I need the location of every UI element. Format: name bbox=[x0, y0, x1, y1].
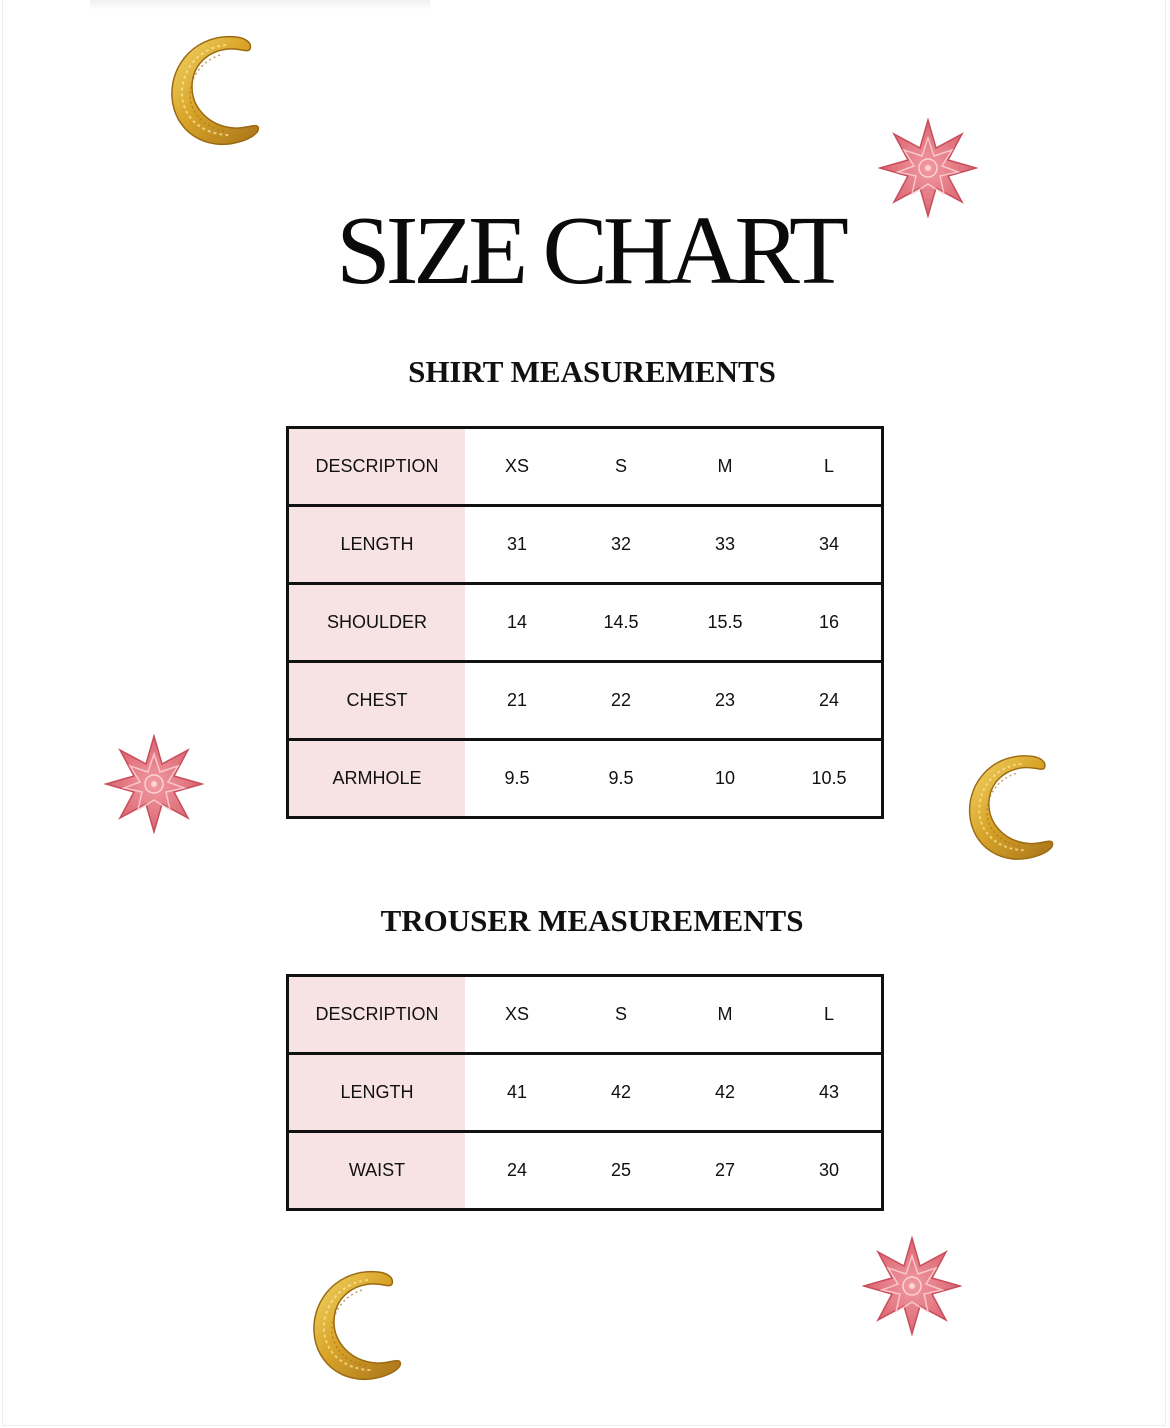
table-cell: 10 bbox=[714, 768, 736, 788]
table-cell: 41 bbox=[465, 1054, 569, 1132]
table-cell: 24 bbox=[506, 1160, 528, 1180]
table-row bbox=[288, 740, 883, 818]
table-cell: 33 bbox=[673, 506, 777, 584]
table-header-row bbox=[288, 976, 883, 1054]
header-cell-description: DESCRIPTION bbox=[288, 976, 466, 1054]
header-cell-l: L bbox=[777, 976, 883, 1054]
header-cell-s: S bbox=[569, 976, 673, 1054]
table-cell: 30 bbox=[818, 1160, 840, 1180]
table-cell: 42 bbox=[569, 1054, 673, 1132]
shirt-measurements-heading: SHIRT MEASUREMENTS bbox=[408, 354, 776, 389]
header-cell-xs: XS bbox=[465, 428, 569, 506]
crescent-moon-icon bbox=[962, 748, 1058, 868]
table-cell: 21 bbox=[465, 662, 569, 740]
row-label-armhole: ARMHOLE bbox=[288, 740, 466, 818]
row-label-chest: CHEST bbox=[288, 662, 466, 740]
table-cell: 25 bbox=[610, 1160, 632, 1180]
table-row bbox=[288, 584, 883, 662]
table-cell: 14 bbox=[465, 584, 569, 662]
table-cell: 31 bbox=[465, 506, 569, 584]
header-cell-s: S bbox=[569, 428, 673, 506]
eight-point-star-icon bbox=[862, 1236, 962, 1336]
header-cell-description: DESCRIPTION bbox=[288, 428, 466, 506]
row-label-length: LENGTH bbox=[288, 1054, 466, 1132]
crescent-moon-icon bbox=[164, 30, 264, 152]
table-cell: 43 bbox=[777, 1054, 883, 1132]
table-row bbox=[288, 1132, 883, 1210]
eight-point-star-icon bbox=[104, 734, 204, 834]
row-label-waist: WAIST bbox=[288, 1132, 466, 1210]
table-cell: 42 bbox=[673, 1054, 777, 1132]
row-label-shoulder: SHOULDER bbox=[288, 584, 466, 662]
table-cell: 34 bbox=[777, 506, 883, 584]
table-header-row bbox=[288, 428, 883, 506]
table-cell: 15.5 bbox=[673, 584, 777, 662]
table-cell: 23 bbox=[673, 662, 777, 740]
top-shadow bbox=[90, 0, 430, 10]
table-cell: 9.5 bbox=[608, 768, 634, 788]
shirt-measurements-table bbox=[286, 426, 884, 819]
table-cell: 27 bbox=[714, 1160, 736, 1180]
table-cell: 9.5 bbox=[504, 768, 530, 788]
table-row bbox=[288, 506, 883, 584]
table-cell: 14.5 bbox=[569, 584, 673, 662]
header-cell-xs: XS bbox=[465, 976, 569, 1054]
trouser-measurements-table bbox=[286, 974, 884, 1211]
header-cell-m: M bbox=[673, 976, 777, 1054]
row-label-length: LENGTH bbox=[288, 506, 466, 584]
header-cell-l: L bbox=[777, 428, 883, 506]
table-cell: 16 bbox=[777, 584, 883, 662]
header-cell-m: M bbox=[673, 428, 777, 506]
table-row bbox=[288, 1054, 883, 1132]
table-cell: 24 bbox=[777, 662, 883, 740]
table-cell: 10.5 bbox=[811, 768, 847, 788]
table-cell: 32 bbox=[569, 506, 673, 584]
crescent-moon-icon bbox=[306, 1264, 406, 1388]
page-title: SIZE CHART bbox=[336, 197, 844, 305]
table-row bbox=[288, 662, 883, 740]
table-cell: 22 bbox=[569, 662, 673, 740]
trouser-measurements-heading: TROUSER MEASUREMENTS bbox=[380, 903, 804, 938]
